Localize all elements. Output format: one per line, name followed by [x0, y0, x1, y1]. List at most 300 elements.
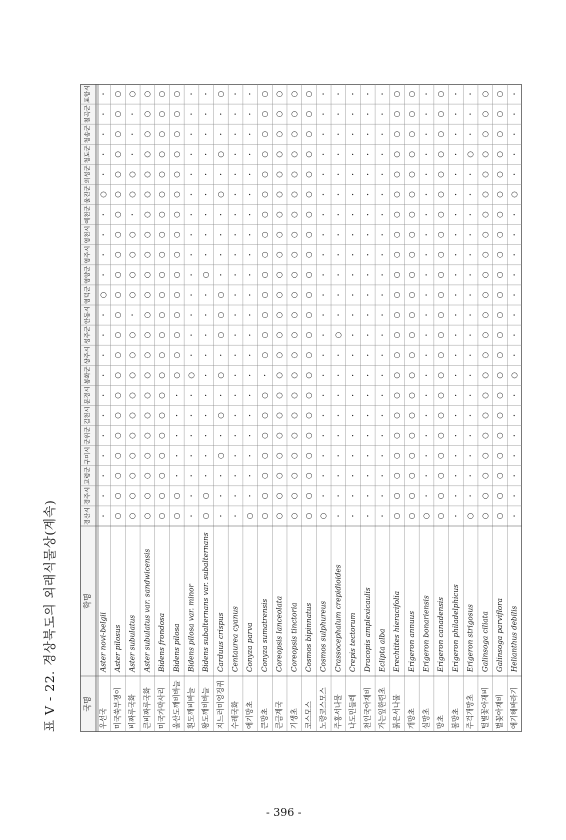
- occurrence-mark: ・: [99, 412, 108, 419]
- header-region: 김천시: [84, 406, 92, 425]
- occurrence-mark: ・: [202, 311, 211, 319]
- occurrence-mark: ○: [215, 291, 225, 299]
- occurrence-mark: ○: [392, 492, 402, 500]
- occurrence-mark: ○: [127, 291, 137, 299]
- occurrence-mark: ○: [127, 171, 137, 178]
- occurrence-mark: ○: [289, 331, 299, 339]
- occurrence-mark: ・: [451, 110, 460, 118]
- occurrence-mark: ○: [171, 90, 181, 98]
- occurrence-mark: ・: [202, 291, 211, 299]
- occurrence-mark: ○: [142, 472, 152, 480]
- row-scientific-name: Galinsoga ciliata: [480, 611, 490, 672]
- occurrence-mark: ○: [406, 231, 416, 238]
- occurrence-mark: ・: [349, 90, 358, 98]
- occurrence-mark: ・: [349, 492, 358, 500]
- occurrence-mark: ・: [363, 351, 372, 359]
- occurrence-mark: ・: [319, 90, 328, 98]
- header-region: 영주시: [84, 245, 92, 264]
- occurrence-mark: ・: [202, 90, 211, 98]
- occurrence-mark: ・: [349, 452, 358, 460]
- occurrence-mark: ○: [274, 191, 284, 198]
- occurrence-mark: ○: [406, 271, 416, 279]
- occurrence-mark: ○: [142, 211, 152, 218]
- row-korean-name: 애기해바라기: [509, 687, 519, 729]
- occurrence-mark: ・: [231, 331, 240, 339]
- row-scientific-name: Bidens pilosa var. minor: [186, 584, 196, 672]
- occurrence-mark: ○: [157, 372, 167, 379]
- occurrence-mark: ・: [128, 130, 137, 138]
- occurrence-mark: ○: [274, 412, 284, 419]
- occurrence-mark: ○: [171, 271, 181, 279]
- occurrence-mark: ○: [509, 372, 519, 379]
- occurrence-mark: ・: [451, 191, 460, 198]
- row-scientific-name: Helianthus debilis: [509, 605, 519, 672]
- occurrence-mark: ○: [127, 452, 137, 459]
- occurrence-mark: ○: [480, 452, 490, 459]
- occurrence-mark: ・: [378, 251, 387, 259]
- occurrence-mark: ・: [187, 170, 196, 178]
- occurrence-mark: ○: [436, 331, 446, 339]
- occurrence-mark: ・: [466, 271, 475, 279]
- occurrence-mark: ・: [451, 472, 460, 480]
- occurrence-mark: ○: [215, 412, 225, 419]
- occurrence-mark: ○: [157, 512, 167, 520]
- occurrence-mark: ・: [187, 271, 196, 279]
- header-region: 청도군: [84, 145, 92, 164]
- occurrence-mark: ・: [451, 412, 460, 419]
- occurrence-mark: ○: [289, 271, 299, 279]
- occurrence-mark: ・: [334, 512, 343, 520]
- occurrence-mark: ・: [422, 311, 431, 319]
- occurrence-mark: ・: [510, 452, 519, 460]
- occurrence-mark: ・: [451, 271, 460, 279]
- occurrence-mark: ○: [274, 372, 284, 379]
- occurrence-mark: ・: [334, 231, 343, 239]
- occurrence-mark: ○: [157, 432, 167, 439]
- occurrence-mark: ○: [406, 211, 416, 218]
- row-korean-name: 큰비짜루국화: [142, 687, 152, 729]
- occurrence-mark: ○: [436, 211, 446, 218]
- occurrence-mark: ○: [259, 432, 269, 439]
- occurrence-mark: ○: [392, 191, 402, 198]
- row-scientific-name: Erigeron annuus: [406, 610, 416, 672]
- occurrence-mark: ○: [274, 351, 284, 359]
- occurrence-mark: ・: [246, 472, 255, 480]
- occurrence-mark: ・: [349, 191, 358, 198]
- occurrence-mark: ・: [349, 351, 358, 359]
- occurrence-mark: ・: [334, 432, 343, 440]
- occurrence-mark: ○: [333, 331, 343, 339]
- occurrence-mark: ○: [494, 211, 504, 218]
- occurrence-mark: ○: [274, 211, 284, 218]
- occurrence-mark: ○: [392, 130, 402, 138]
- occurrence-mark: ○: [113, 211, 123, 218]
- occurrence-mark: ・: [216, 231, 225, 239]
- header-region: 울진군: [84, 185, 92, 204]
- occurrence-mark: ・: [466, 452, 475, 460]
- occurrence-mark: ・: [246, 150, 255, 158]
- occurrence-mark: ・: [202, 150, 211, 158]
- occurrence-mark: ○: [289, 130, 299, 138]
- occurrence-mark: ○: [465, 151, 475, 158]
- occurrence-mark: ・: [187, 150, 196, 158]
- row-scientific-name: Aster subulatus var. sandwicensis: [142, 548, 152, 672]
- occurrence-mark: ○: [113, 372, 123, 379]
- occurrence-mark: ・: [466, 391, 475, 399]
- occurrence-mark: ・: [187, 472, 196, 480]
- occurrence-mark: ・: [334, 492, 343, 500]
- occurrence-mark: ・: [451, 90, 460, 98]
- occurrence-mark: ・: [363, 271, 372, 279]
- occurrence-mark: ○: [304, 231, 313, 238]
- occurrence-mark: ・: [334, 452, 343, 460]
- occurrence-mark: ○: [406, 492, 416, 500]
- occurrence-mark: ○: [201, 271, 211, 279]
- occurrence-mark: ○: [142, 331, 152, 339]
- occurrence-mark: ・: [422, 271, 431, 279]
- occurrence-mark: ・: [466, 170, 475, 178]
- row-scientific-name: Centaurea cyanus: [230, 606, 240, 672]
- occurrence-mark: ・: [231, 412, 240, 419]
- occurrence-mark: ○: [98, 191, 108, 198]
- occurrence-mark: ○: [406, 171, 416, 178]
- occurrence-mark: ○: [274, 151, 284, 158]
- occurrence-mark: ・: [99, 90, 108, 98]
- occurrence-mark: ・: [349, 170, 358, 178]
- occurrence-mark: ・: [510, 110, 519, 118]
- occurrence-mark: ・: [231, 271, 240, 279]
- occurrence-mark: ・: [363, 191, 372, 198]
- occurrence-mark: ○: [494, 331, 504, 339]
- occurrence-mark: ○: [113, 191, 123, 198]
- occurrence-mark: ・: [510, 150, 519, 158]
- occurrence-mark: ○: [127, 512, 137, 520]
- occurrence-mark: ・: [334, 170, 343, 178]
- occurrence-mark: ・: [202, 371, 211, 379]
- occurrence-mark: ・: [510, 351, 519, 359]
- occurrence-mark: ・: [187, 311, 196, 319]
- occurrence-mark: ○: [113, 412, 123, 419]
- occurrence-mark: ・: [510, 231, 519, 239]
- occurrence-mark: ・: [334, 110, 343, 118]
- occurrence-mark: ・: [363, 150, 372, 158]
- occurrence-mark: ・: [378, 291, 387, 299]
- occurrence-mark: ・: [378, 231, 387, 239]
- occurrence-mark: ○: [304, 191, 313, 198]
- occurrence-mark: ・: [99, 311, 108, 319]
- occurrence-mark: ○: [392, 351, 402, 359]
- occurrence-mark: ・: [422, 231, 431, 239]
- occurrence-mark: ○: [127, 392, 137, 399]
- header-region: 성주군: [84, 326, 92, 345]
- occurrence-mark: ・: [466, 472, 475, 480]
- occurrence-mark: ・: [202, 432, 211, 440]
- row-korean-name: 봄망초: [450, 708, 460, 729]
- occurrence-mark: ○: [157, 331, 167, 339]
- header-region: 봉화군: [84, 366, 92, 385]
- header-region: 고령군: [84, 466, 92, 485]
- occurrence-mark: ・: [334, 191, 343, 198]
- row-scientific-name: Eclipta alba: [377, 628, 387, 672]
- occurrence-mark: ・: [187, 211, 196, 219]
- occurrence-mark: ・: [378, 90, 387, 98]
- occurrence-mark: ○: [259, 271, 269, 279]
- occurrence-mark: ○: [127, 412, 137, 419]
- occurrence-mark: ・: [422, 432, 431, 440]
- occurrence-mark: ・: [319, 472, 328, 480]
- occurrence-mark: ○: [406, 351, 416, 359]
- occurrence-mark: ○: [289, 231, 299, 238]
- occurrence-mark: ○: [392, 271, 402, 279]
- header-region: 상주시: [84, 346, 92, 365]
- occurrence-mark: ○: [127, 231, 137, 238]
- occurrence-mark: ○: [406, 151, 416, 158]
- occurrence-mark: ・: [378, 191, 387, 198]
- occurrence-mark: ○: [494, 452, 504, 459]
- occurrence-mark: ・: [216, 251, 225, 259]
- occurrence-mark: ○: [113, 90, 123, 98]
- occurrence-mark: ○: [480, 372, 490, 379]
- occurrence-mark: ・: [246, 130, 255, 138]
- row-korean-name: 기생초: [289, 708, 299, 729]
- occurrence-mark: ○: [171, 351, 181, 359]
- row-scientific-name: Aster pilosus: [113, 624, 123, 672]
- occurrence-mark: ○: [259, 211, 269, 218]
- occurrence-mark: ・: [363, 492, 372, 500]
- occurrence-mark: ○: [436, 191, 446, 198]
- occurrence-mark: ○: [142, 251, 152, 259]
- occurrence-mark: ・: [99, 512, 108, 520]
- occurrence-mark: ○: [274, 271, 284, 279]
- header-region: 문경시: [84, 386, 92, 405]
- occurrence-mark: ○: [127, 90, 137, 98]
- row-korean-name: 큰망초: [259, 708, 269, 729]
- occurrence-mark: ○: [259, 151, 269, 158]
- occurrence-mark: ・: [363, 391, 372, 399]
- occurrence-mark: ○: [304, 90, 313, 98]
- occurrence-mark: ○: [113, 171, 123, 178]
- occurrence-mark: ○: [157, 412, 167, 419]
- occurrence-mark: ・: [246, 351, 255, 359]
- occurrence-mark: ・: [202, 170, 211, 178]
- occurrence-mark: ○: [304, 392, 313, 399]
- occurrence-mark: ・: [451, 251, 460, 259]
- occurrence-mark: ・: [172, 391, 181, 399]
- occurrence-mark: ○: [304, 331, 313, 339]
- occurrence-mark: ○: [259, 251, 269, 259]
- occurrence-mark: ○: [436, 412, 446, 419]
- occurrence-mark: ・: [422, 351, 431, 359]
- occurrence-mark: ・: [363, 110, 372, 118]
- occurrence-mark: ・: [466, 291, 475, 299]
- occurrence-mark: ・: [349, 432, 358, 440]
- occurrence-mark: ○: [392, 90, 402, 98]
- occurrence-mark: ・: [99, 391, 108, 399]
- occurrence-mark: ・: [451, 371, 460, 379]
- occurrence-mark: ・: [231, 371, 240, 379]
- occurrence-mark: ○: [274, 171, 284, 178]
- occurrence-mark: ○: [259, 331, 269, 339]
- occurrence-mark: ・: [363, 472, 372, 480]
- occurrence-mark: ○: [436, 151, 446, 158]
- occurrence-mark: ○: [392, 110, 402, 118]
- occurrence-mark: ○: [421, 512, 431, 520]
- occurrence-mark: ○: [157, 110, 167, 118]
- occurrence-mark: ・: [99, 150, 108, 158]
- occurrence-mark: ・: [422, 291, 431, 299]
- row-korean-name: 망초: [436, 715, 446, 729]
- occurrence-mark: ・: [422, 150, 431, 158]
- occurrence-mark: ○: [436, 432, 446, 439]
- occurrence-mark: ○: [494, 251, 504, 259]
- occurrence-mark: ・: [466, 492, 475, 500]
- occurrence-mark: ・: [319, 371, 328, 379]
- occurrence-mark: ・: [363, 231, 372, 239]
- occurrence-mark: ・: [99, 110, 108, 118]
- occurrence-mark: ・: [202, 211, 211, 219]
- occurrence-mark: ○: [304, 211, 313, 218]
- occurrence-mark: ○: [289, 291, 299, 299]
- occurrence-mark: ・: [187, 331, 196, 339]
- row-korean-name: 코스모스: [304, 701, 313, 729]
- occurrence-mark: ○: [171, 311, 181, 319]
- occurrence-mark: ○: [98, 291, 108, 299]
- occurrence-mark: ・: [246, 412, 255, 419]
- occurrence-mark: ○: [113, 432, 123, 439]
- occurrence-mark: ・: [99, 130, 108, 138]
- occurrence-mark: ○: [436, 512, 446, 520]
- occurrence-mark: ・: [466, 351, 475, 359]
- row-korean-name: 노랑코스모스: [318, 687, 328, 729]
- occurrence-mark: ・: [451, 492, 460, 500]
- occurrence-mark: ○: [274, 110, 284, 118]
- occurrence-mark: ・: [231, 110, 240, 118]
- occurrence-mark: ○: [406, 191, 416, 198]
- occurrence-mark: ○: [186, 372, 196, 379]
- occurrence-mark: ・: [466, 432, 475, 440]
- occurrence-mark: ○: [259, 512, 269, 520]
- occurrence-mark: ・: [99, 472, 108, 480]
- occurrence-mark: ○: [274, 512, 284, 520]
- occurrence-mark: ○: [289, 512, 299, 520]
- occurrence-mark: ○: [304, 151, 313, 158]
- occurrence-mark: ・: [187, 432, 196, 440]
- occurrence-mark: ○: [157, 90, 167, 98]
- occurrence-mark: ○: [436, 171, 446, 178]
- occurrence-mark: ○: [406, 432, 416, 439]
- row-scientific-name: Bidens subalternans var. subalternans: [201, 532, 211, 672]
- occurrence-mark: ・: [510, 472, 519, 480]
- occurrence-mark: ○: [392, 311, 402, 319]
- occurrence-mark: ○: [289, 412, 299, 419]
- occurrence-mark: ・: [319, 150, 328, 158]
- occurrence-mark: ・: [202, 412, 211, 419]
- occurrence-mark: ○: [304, 171, 313, 178]
- occurrence-mark: ○: [289, 392, 299, 399]
- occurrence-mark: ○: [480, 412, 490, 419]
- occurrence-mark: ○: [113, 311, 123, 319]
- occurrence-mark: ・: [510, 331, 519, 339]
- occurrence-mark: ・: [349, 371, 358, 379]
- row-korean-name: 주홍서나물: [333, 694, 343, 729]
- occurrence-mark: ・: [99, 351, 108, 359]
- occurrence-mark: ○: [304, 251, 313, 259]
- occurrence-mark: ・: [466, 211, 475, 219]
- occurrence-mark: ・: [349, 331, 358, 339]
- occurrence-mark: ○: [142, 291, 152, 299]
- species-table: [80, 84, 522, 732]
- occurrence-mark: ○: [157, 191, 167, 198]
- occurrence-mark: ・: [334, 90, 343, 98]
- occurrence-mark: ○: [465, 512, 475, 520]
- occurrence-mark: ○: [113, 492, 123, 500]
- occurrence-mark: ・: [466, 231, 475, 239]
- occurrence-mark: ○: [436, 392, 446, 399]
- occurrence-mark: ・: [99, 271, 108, 279]
- occurrence-mark: ・: [378, 472, 387, 480]
- occurrence-mark: ○: [392, 372, 402, 379]
- occurrence-mark: ○: [259, 351, 269, 359]
- occurrence-mark: ○: [215, 90, 225, 98]
- header-region: 영천시: [84, 225, 92, 244]
- occurrence-mark: ・: [349, 412, 358, 419]
- occurrence-mark: ・: [319, 170, 328, 178]
- occurrence-mark: ・: [363, 291, 372, 299]
- occurrence-mark: ○: [289, 151, 299, 158]
- occurrence-mark: ・: [378, 351, 387, 359]
- occurrence-mark: ○: [142, 90, 152, 98]
- occurrence-mark: ○: [259, 412, 269, 419]
- occurrence-mark: ○: [392, 452, 402, 459]
- occurrence-mark: ・: [202, 130, 211, 138]
- occurrence-mark: ○: [113, 472, 123, 480]
- occurrence-mark: ・: [363, 130, 372, 138]
- row-scientific-name: Cosmos bipinnatus: [304, 602, 313, 672]
- occurrence-mark: ○: [171, 171, 181, 178]
- occurrence-mark: ○: [304, 311, 313, 319]
- occurrence-mark: ○: [127, 372, 137, 379]
- occurrence-mark: ・: [334, 391, 343, 399]
- occurrence-mark: ・: [128, 150, 137, 158]
- occurrence-mark: ○: [215, 372, 225, 379]
- occurrence-mark: ○: [142, 171, 152, 178]
- occurrence-mark: ○: [274, 392, 284, 399]
- occurrence-mark: ○: [304, 372, 313, 379]
- occurrence-mark: ・: [510, 130, 519, 138]
- occurrence-mark: ○: [274, 311, 284, 319]
- row-korean-name: 실망초: [421, 708, 431, 729]
- occurrence-mark: ・: [246, 191, 255, 198]
- occurrence-mark: ○: [171, 291, 181, 299]
- row-scientific-name: Carduus crispus: [215, 612, 225, 672]
- occurrence-mark: ○: [494, 90, 504, 98]
- row-scientific-name: Erigeron canadensis: [436, 597, 446, 672]
- occurrence-mark: ・: [260, 371, 269, 379]
- occurrence-mark: ・: [363, 251, 372, 259]
- occurrence-mark: ○: [480, 351, 490, 359]
- occurrence-mark: ○: [436, 472, 446, 480]
- occurrence-mark: ・: [187, 231, 196, 239]
- occurrence-mark: ・: [246, 271, 255, 279]
- occurrence-mark: ○: [480, 492, 490, 500]
- occurrence-mark: ・: [510, 291, 519, 299]
- row-scientific-name: Aster novi-belgii: [98, 612, 108, 672]
- occurrence-mark: ○: [436, 130, 446, 138]
- occurrence-mark: ○: [304, 130, 313, 138]
- occurrence-mark: ○: [157, 311, 167, 319]
- occurrence-mark: ○: [494, 271, 504, 279]
- occurrence-mark: ・: [466, 90, 475, 98]
